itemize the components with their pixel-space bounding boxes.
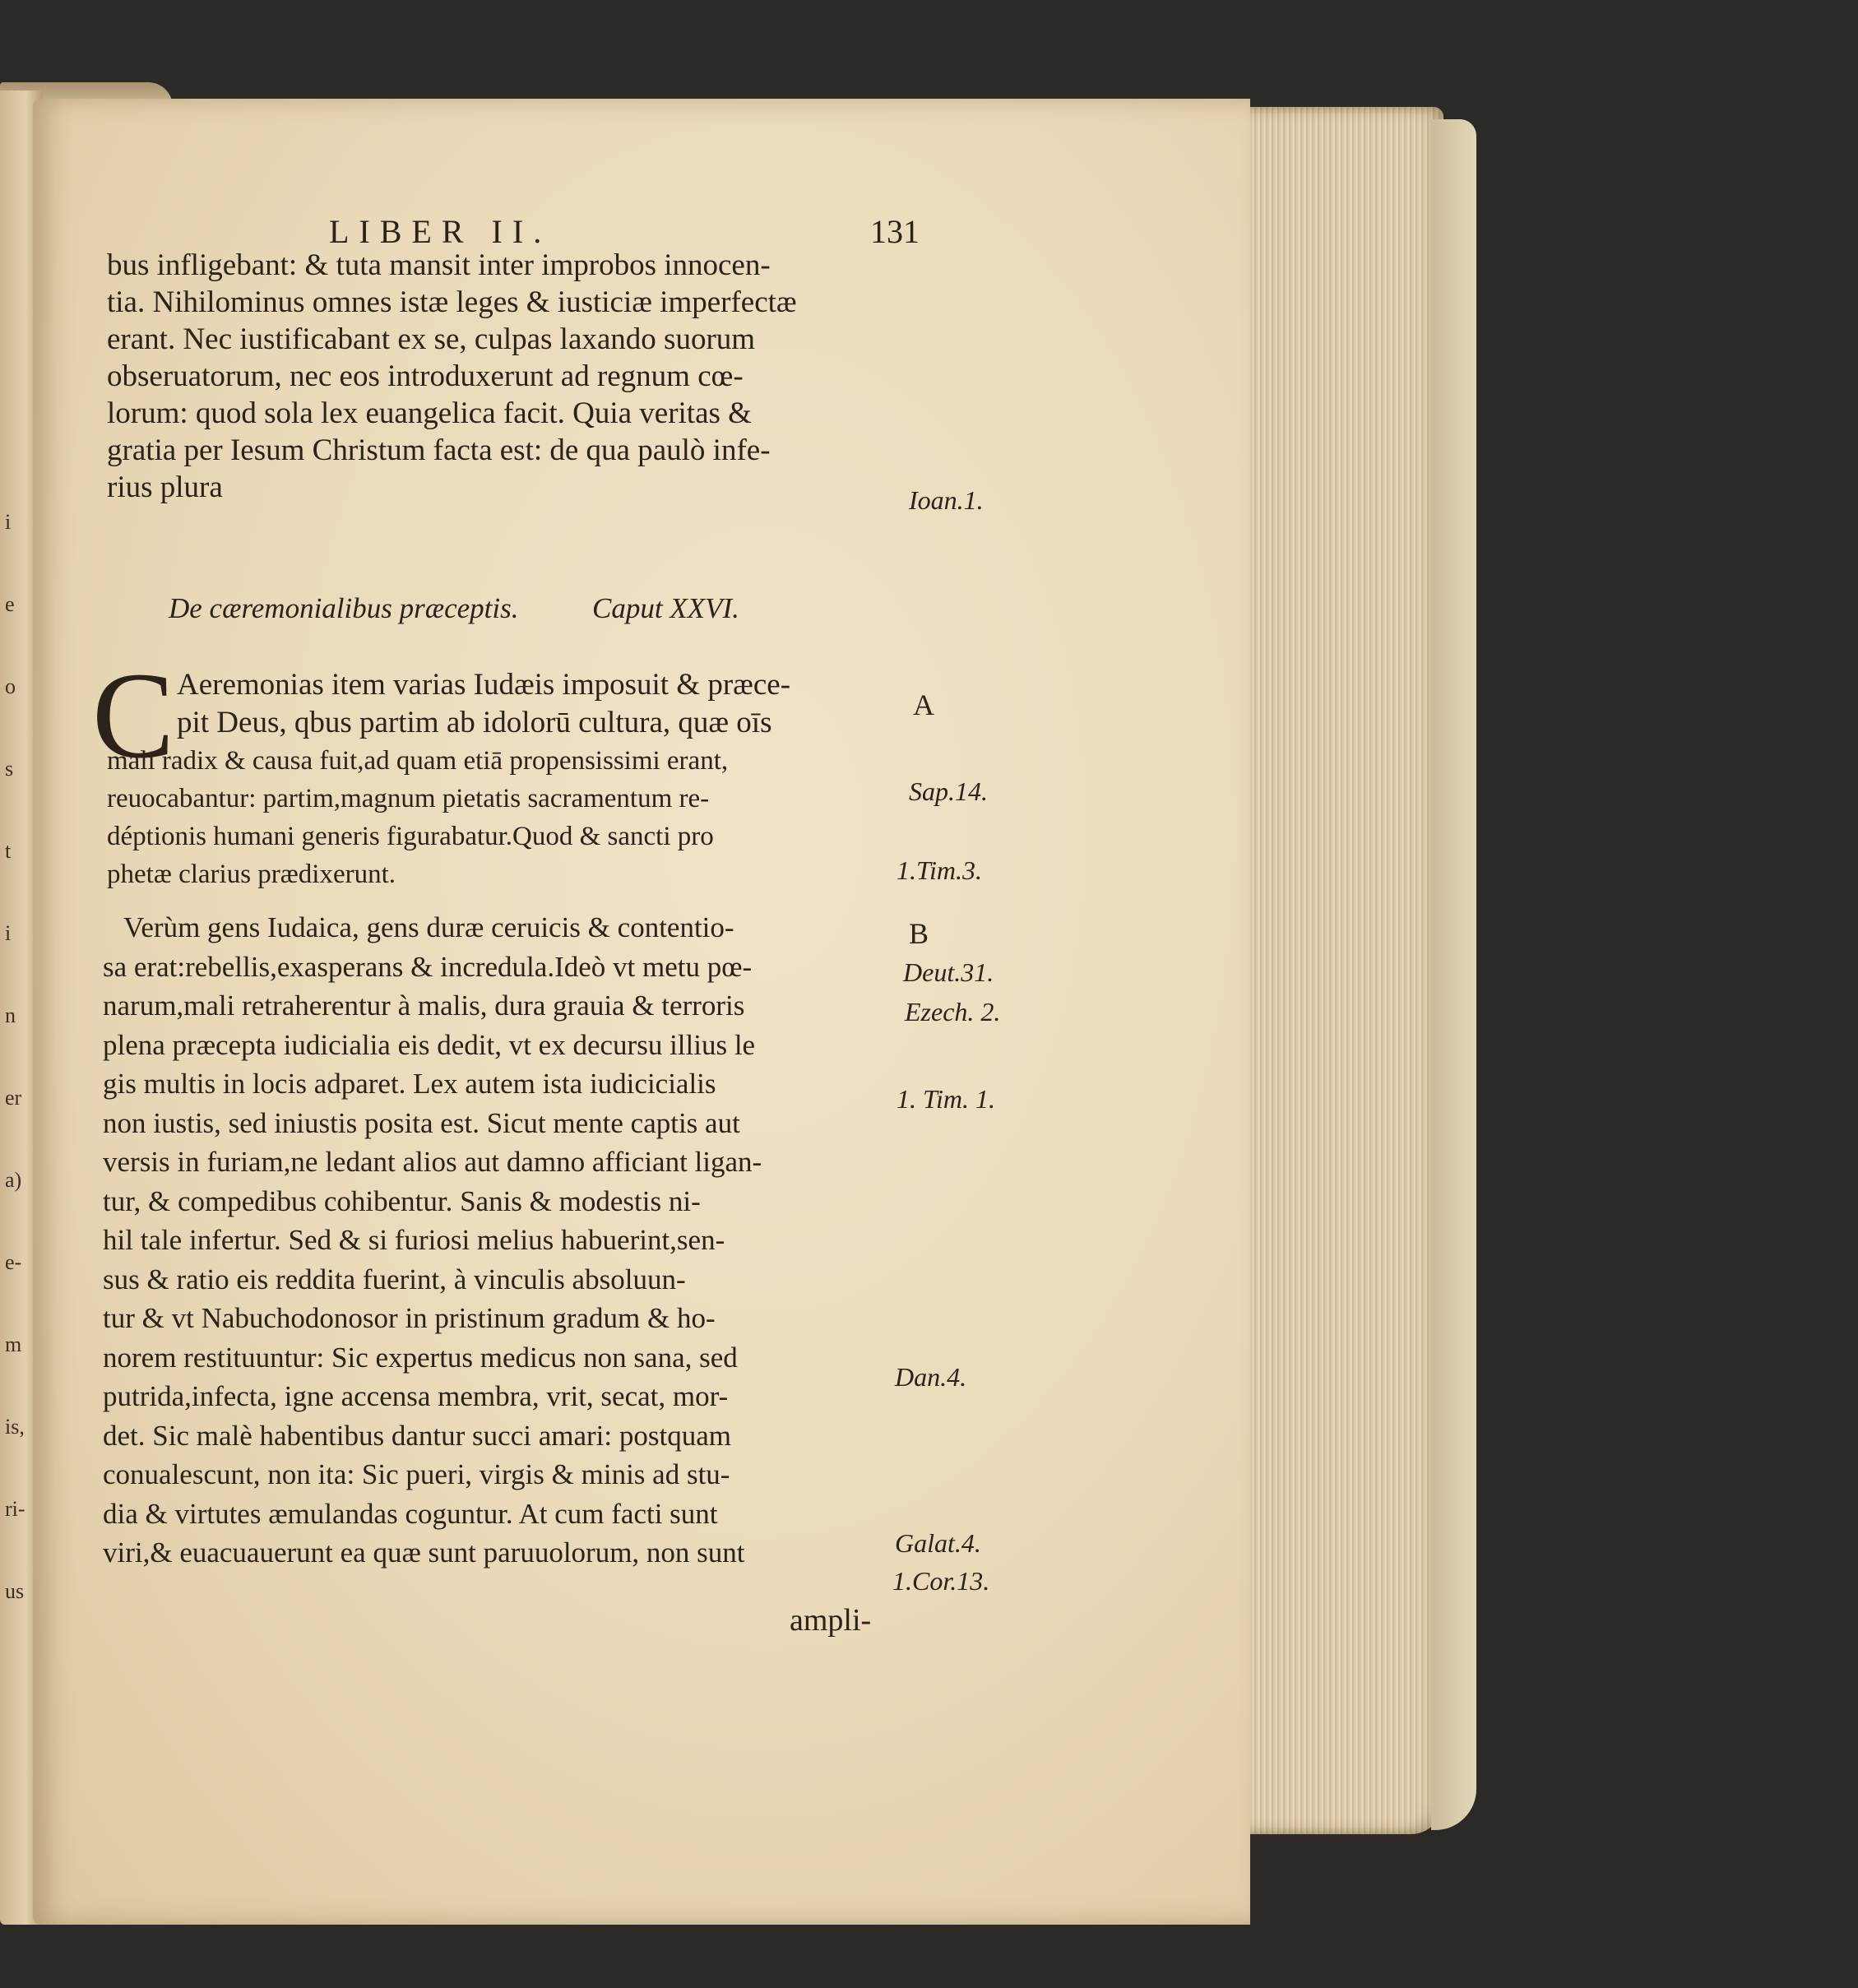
text-line: non iustis, sed iniustis posita est. Sicut mente captis aut xyxy=(103,1106,740,1139)
text-line: lorum: quod sola lex euangelica facit. Quia veritas & xyxy=(107,396,752,430)
marginal-note-cor: 1.Cor.13. xyxy=(892,1566,990,1596)
text-line: tia. Nihilominus omnes istæ leges & iusticiæ imperfectæ xyxy=(107,285,797,319)
text-line: det. Sic malè habentibus dantur succi amari: postquam xyxy=(103,1419,731,1452)
marginal-note-deut: Deut.31. xyxy=(903,957,994,987)
text-line: tur, & compedibus cohibentur. Sanis & modestis ni- xyxy=(103,1184,701,1217)
text-line: rius plura xyxy=(107,470,223,504)
text-line: narum,mali retraherentur à malis, dura grauia & terroris xyxy=(103,989,745,1022)
facing-page-fragment: n xyxy=(5,1003,16,1027)
text-line: déptionis humani generis figurabatur.Quod & sancti pro xyxy=(107,822,714,851)
facing-page-fragment: a) xyxy=(5,1168,22,1192)
text-line: obseruatorum, nec eos introduxerunt ad regnum cœ- xyxy=(107,359,744,393)
marginal-note-dan: Dan.4. xyxy=(895,1362,967,1392)
marginal-note-tim-1: 1.Tim.3. xyxy=(897,855,983,885)
text-line: mali radix & causa fuit,ad quam etiā propensissimi erant, xyxy=(107,746,729,776)
marginal-note-galat: Galat.4. xyxy=(895,1528,981,1558)
page-block-fore-edge xyxy=(1234,107,1443,1834)
text-line: gratia per Iesum Christum facta est: de qua paulò infe- xyxy=(107,433,771,467)
text-line: reuocabantur: partim,magnum pietatis sacramentum re- xyxy=(107,784,710,813)
facing-page-fragment: i xyxy=(5,921,12,945)
section-letter-b: B xyxy=(909,917,929,950)
text-line: versis in furiam,ne ledant alios aut damno afficiant ligan- xyxy=(103,1146,762,1178)
page-number: 131 xyxy=(870,213,920,250)
facing-page-fragment: e- xyxy=(5,1250,22,1274)
text-line: erant. Nec iustificabant ex se, culpas laxando suorum xyxy=(107,322,756,356)
text-line: sa erat:rebellis,exasperans & incredula.Ideò vt metu pœ- xyxy=(103,950,753,983)
facing-page-fragment: er xyxy=(5,1086,22,1110)
section-letter-a: A xyxy=(913,688,934,721)
text-line: hil tale infertur. Sed & si furiosi melius habuerint,sen- xyxy=(103,1224,725,1256)
back-cover-edge xyxy=(1431,119,1476,1830)
text-line: norem restituuntur: Sic expertus medicus non sana, sed xyxy=(103,1341,738,1374)
drop-cap: C xyxy=(92,647,175,784)
text-line: conualescunt, non ita: Sic pueri, virgis & minis ad stu- xyxy=(103,1458,730,1490)
running-header: LIBER II. xyxy=(329,213,552,250)
facing-page-fragment: e xyxy=(5,592,15,616)
text-line: putrida,infecta, igne accensa membra, vrit, secat, mor- xyxy=(103,1380,729,1412)
text-line: viri,& euacuauerunt ea quæ sunt paruuolorum, non sunt xyxy=(103,1536,745,1569)
chapter-title: De cæremonialibus præceptis. xyxy=(169,592,519,624)
facing-page-fragment: is, xyxy=(5,1415,25,1439)
text-line: phetæ clarius prædixerunt. xyxy=(107,860,396,889)
marginal-note-ioan: Ioan.1. xyxy=(909,485,984,515)
marginal-note-sap: Sap.14. xyxy=(909,776,988,806)
facing-page-fragment: i xyxy=(5,510,12,534)
marginal-note-ezech: Ezech. 2. xyxy=(905,997,1001,1026)
facing-page-fragment: t xyxy=(5,839,12,863)
facing-page-fragment: o xyxy=(5,674,16,698)
text-line: Verùm gens Iudaica, gens duræ ceruicis & contentio- xyxy=(123,911,734,943)
text-line: bus infligebant: & tuta mansit inter improbos innocen- xyxy=(107,248,771,282)
marginal-note-tim-2: 1. Tim. 1. xyxy=(897,1084,996,1114)
facing-page-fragment: us xyxy=(5,1579,25,1603)
text-line: sus & ratio eis reddita fuerint, à vinculis absoluun- xyxy=(103,1263,686,1295)
text-line: Aeremonias item varias Iudæis imposuit & præce- xyxy=(177,668,791,702)
catchword: ampli- xyxy=(790,1603,872,1638)
facing-page-fragment: ri- xyxy=(5,1497,25,1521)
chapter-number: Caput XXVI. xyxy=(592,592,739,624)
text-line: gis multis in locis adparet. Lex autem ista iudicicialis xyxy=(103,1068,716,1100)
text-line: dia & virtutes æmulandas coguntur. At cum facti sunt xyxy=(103,1497,718,1530)
facing-page-fragment: m xyxy=(5,1332,22,1356)
facing-page-fragment: s xyxy=(5,757,14,781)
text-line: plena præcepta iudicialia eis dedit, vt ex decursu illius le xyxy=(103,1028,756,1061)
text-line: pit Deus, qbus partim ab idolorū cultura, quæ oīs xyxy=(177,706,772,739)
text-line: tur & vt Nabuchodonosor in pristinum gradum & ho- xyxy=(103,1302,716,1334)
